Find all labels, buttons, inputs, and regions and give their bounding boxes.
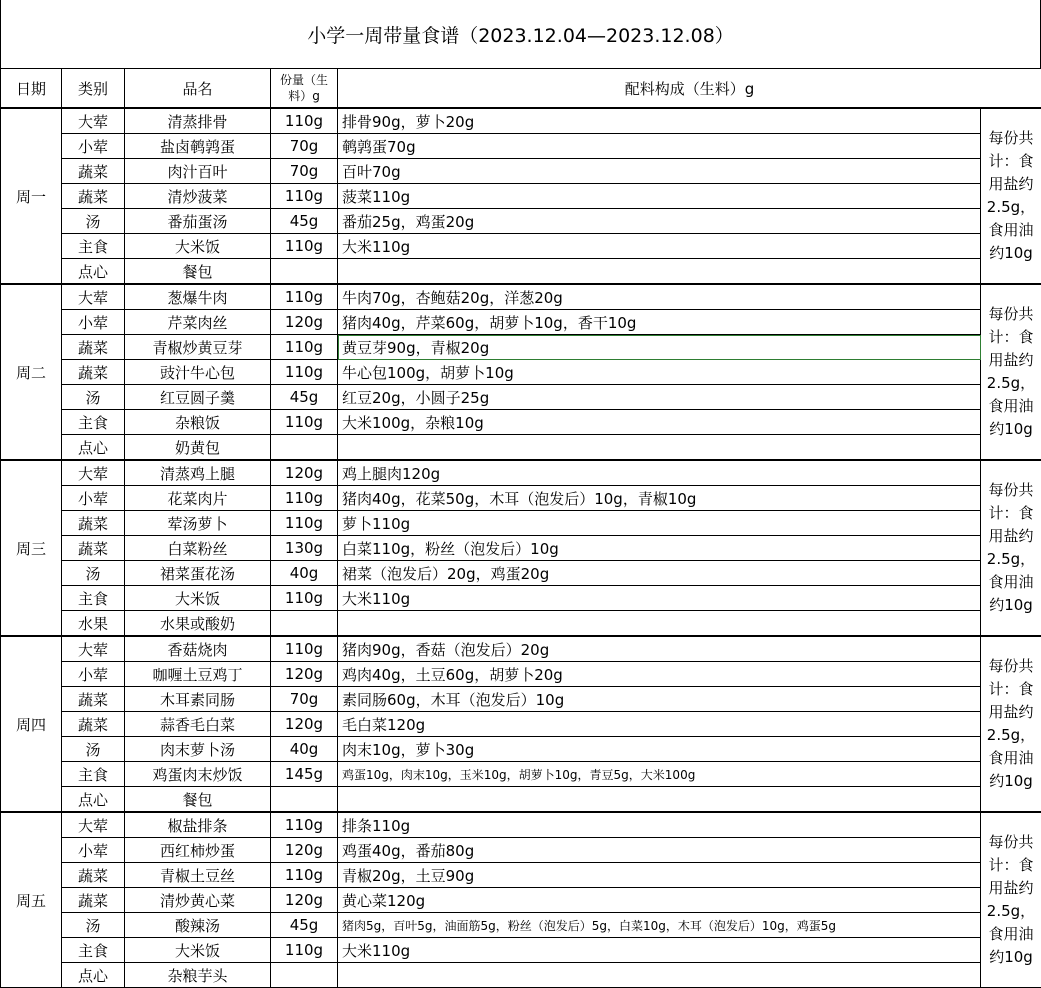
dish-cell: 白菜粉丝 xyxy=(125,536,271,561)
table-row xyxy=(1,586,1041,611)
day-label: 周三 xyxy=(1,460,62,636)
table-row xyxy=(1,762,1041,787)
qty-cell xyxy=(271,611,338,637)
category-cell: 蔬菜 xyxy=(62,536,125,561)
dish-cell: 木耳素同肠 xyxy=(125,687,271,712)
table-row xyxy=(1,310,1041,335)
menu-table xyxy=(0,68,1041,988)
dish-cell: 清炒黄心菜 xyxy=(125,888,271,913)
ingredients-cell: 红豆20g，小圆子25g xyxy=(338,385,981,410)
ingredients-cell: 牛肉70g，杏鲍菇20g，洋葱20g xyxy=(338,284,981,310)
table-row xyxy=(1,611,1041,637)
dish-cell: 芹菜肉丝 xyxy=(125,310,271,335)
ingredients-cell: 鸡蛋40g，番茄80g xyxy=(338,838,981,863)
dish-cell: 清蒸排骨 xyxy=(125,108,271,134)
table-row xyxy=(1,284,1041,310)
qty-cell: 110g xyxy=(271,636,338,662)
dish-cell: 红豆圆子羹 xyxy=(125,385,271,410)
category-cell: 大荤 xyxy=(62,460,125,486)
category-cell: 汤 xyxy=(62,209,125,234)
dish-cell: 荤汤萝卜 xyxy=(125,511,271,536)
qty-cell: 110g xyxy=(271,812,338,838)
category-cell: 蔬菜 xyxy=(62,360,125,385)
qty-cell: 110g xyxy=(271,586,338,611)
dish-cell: 番茄蛋汤 xyxy=(125,209,271,234)
ingredients-cell xyxy=(338,787,981,813)
ingredients-cell xyxy=(338,435,981,461)
category-cell: 蔬菜 xyxy=(62,511,125,536)
dish-cell: 杂粮饭 xyxy=(125,410,271,435)
dish-cell: 清蒸鸡上腿 xyxy=(125,460,271,486)
header-category: 类别 xyxy=(62,69,125,109)
table-row xyxy=(1,234,1041,259)
qty-cell: 120g xyxy=(271,888,338,913)
ingredients-cell: 黄心菜120g xyxy=(338,888,981,913)
dish-cell: 葱爆牛肉 xyxy=(125,284,271,310)
table-row xyxy=(1,888,1041,913)
dish-cell: 香菇烧肉 xyxy=(125,636,271,662)
qty-cell xyxy=(271,963,338,988)
qty-cell: 110g xyxy=(271,234,338,259)
qty-cell: 70g xyxy=(271,687,338,712)
category-cell: 小荤 xyxy=(62,486,125,511)
category-cell: 主食 xyxy=(62,410,125,435)
dish-cell: 大米饭 xyxy=(125,938,271,963)
table-row xyxy=(1,410,1041,435)
qty-cell: 145g xyxy=(271,762,338,787)
category-cell: 蔬菜 xyxy=(62,863,125,888)
category-cell: 主食 xyxy=(62,586,125,611)
table-row xyxy=(1,435,1041,461)
day-label: 周五 xyxy=(1,812,62,988)
table-row xyxy=(1,134,1041,159)
dish-cell: 肉末萝卜汤 xyxy=(125,737,271,762)
table-row xyxy=(1,687,1041,712)
ingredients-cell: 鸡肉40g，土豆60g，胡萝卜20g xyxy=(338,662,981,687)
table-row xyxy=(1,662,1041,687)
ingredients-cell: 猪肉40g，芹菜60g，胡萝卜10g，香干10g xyxy=(338,310,981,335)
category-cell: 大荤 xyxy=(62,284,125,310)
dish-cell: 杂粮芋头 xyxy=(125,963,271,988)
day-label: 周四 xyxy=(1,636,62,812)
table-row xyxy=(1,787,1041,813)
header-dish: 品名 xyxy=(125,69,271,109)
qty-cell: 120g xyxy=(271,838,338,863)
qty-cell: 110g xyxy=(271,486,338,511)
dish-cell: 盐卤鹌鹑蛋 xyxy=(125,134,271,159)
ingredients-cell: 黄豆芽90g，青椒20g xyxy=(338,335,981,360)
qty-cell: 40g xyxy=(271,737,338,762)
table-row xyxy=(1,159,1041,184)
table-row xyxy=(1,259,1041,285)
qty-cell: 110g xyxy=(271,360,338,385)
table-row xyxy=(1,838,1041,863)
ingredients-cell xyxy=(338,259,981,285)
dish-cell: 水果或酸奶 xyxy=(125,611,271,637)
ingredients-cell: 鹌鹑蛋70g xyxy=(338,134,981,159)
qty-cell: 120g xyxy=(271,662,338,687)
dish-cell: 西红柿炒蛋 xyxy=(125,838,271,863)
ingredients-cell: 大米110g xyxy=(338,586,981,611)
qty-cell: 45g xyxy=(271,913,338,938)
dish-cell: 餐包 xyxy=(125,259,271,285)
category-cell: 点心 xyxy=(62,963,125,988)
table-row xyxy=(1,486,1041,511)
header-ingredients: 配料构成（生料）g xyxy=(338,69,1041,109)
ingredients-cell: 鸡蛋10g，肉末10g，玉米10g，胡萝卜10g，青豆5g，大米100g xyxy=(338,762,981,787)
category-cell: 蔬菜 xyxy=(62,335,125,360)
ingredients-cell: 青椒20g，土豆90g xyxy=(338,863,981,888)
ingredients-cell: 萝卜110g xyxy=(338,511,981,536)
category-cell: 水果 xyxy=(62,611,125,637)
page-title: 小学一周带量食谱（2023.12.04—2023.12.08） xyxy=(0,0,1041,68)
qty-cell: 110g xyxy=(271,184,338,209)
qty-cell xyxy=(271,787,338,813)
qty-cell: 130g xyxy=(271,536,338,561)
dish-cell: 肉汁百叶 xyxy=(125,159,271,184)
ingredients-cell: 肉末10g，萝卜30g xyxy=(338,737,981,762)
qty-cell: 40g xyxy=(271,561,338,586)
ingredients-cell: 大米110g xyxy=(338,234,981,259)
ingredients-cell: 牛心包100g，胡萝卜10g xyxy=(338,360,981,385)
category-cell: 汤 xyxy=(62,385,125,410)
table-row xyxy=(1,737,1041,762)
category-cell: 主食 xyxy=(62,762,125,787)
ingredients-cell: 裙菜（泡发后）20g，鸡蛋20g xyxy=(338,561,981,586)
table-row xyxy=(1,938,1041,963)
qty-cell: 70g xyxy=(271,134,338,159)
dish-cell: 裙菜蛋花汤 xyxy=(125,561,271,586)
category-cell: 小荤 xyxy=(62,134,125,159)
category-cell: 点心 xyxy=(62,435,125,461)
ingredients-cell: 大米100g，杂粮10g xyxy=(338,410,981,435)
dish-cell: 鸡蛋肉末炒饭 xyxy=(125,762,271,787)
qty-cell: 110g xyxy=(271,410,338,435)
table-row xyxy=(1,460,1041,486)
ingredients-cell: 排骨90g，萝卜20g xyxy=(338,108,981,134)
qty-cell: 120g xyxy=(271,460,338,486)
category-cell: 汤 xyxy=(62,561,125,586)
qty-cell xyxy=(271,435,338,461)
ingredients-cell: 猪肉90g，香菇（泡发后）20g xyxy=(338,636,981,662)
qty-cell: 110g xyxy=(271,863,338,888)
dish-cell: 清炒菠菜 xyxy=(125,184,271,209)
category-cell: 汤 xyxy=(62,737,125,762)
ingredients-cell: 猪肉5g，百叶5g，油面筋5g，粉丝（泡发后）5g，白菜10g，木耳（泡发后）10g，鸡蛋5g xyxy=(338,913,981,938)
category-cell: 大荤 xyxy=(62,812,125,838)
table-row xyxy=(1,963,1041,988)
salt-oil-note: 每份共计：食用盐约2.5g，食用油约10g xyxy=(981,636,1041,812)
table-row xyxy=(1,335,1041,360)
category-cell: 点心 xyxy=(62,259,125,285)
table-row xyxy=(1,385,1041,410)
category-cell: 蔬菜 xyxy=(62,687,125,712)
ingredients-cell: 排条110g xyxy=(338,812,981,838)
qty-cell: 110g xyxy=(271,335,338,360)
header-qty: 份量（生料）g xyxy=(271,69,338,109)
dish-cell: 大米饭 xyxy=(125,234,271,259)
category-cell: 蔬菜 xyxy=(62,888,125,913)
day-label: 周二 xyxy=(1,284,62,460)
category-cell: 小荤 xyxy=(62,662,125,687)
table-row xyxy=(1,511,1041,536)
dish-cell: 蒜香毛白菜 xyxy=(125,712,271,737)
category-cell: 蔬菜 xyxy=(62,184,125,209)
salt-oil-note: 每份共计：食用盐约2.5g，食用油约10g xyxy=(981,460,1041,636)
day-label: 周一 xyxy=(1,108,62,284)
salt-oil-note: 每份共计：食用盐约2.5g，食用油约10g xyxy=(981,108,1041,284)
qty-cell: 120g xyxy=(271,712,338,737)
table-row xyxy=(1,812,1041,838)
qty-cell: 120g xyxy=(271,310,338,335)
table-row xyxy=(1,561,1041,586)
qty-cell: 110g xyxy=(271,108,338,134)
header-date: 日期 xyxy=(1,69,62,109)
dish-cell: 奶黄包 xyxy=(125,435,271,461)
dish-cell: 椒盐排条 xyxy=(125,812,271,838)
table-row xyxy=(1,184,1041,209)
qty-cell xyxy=(271,259,338,285)
header-row xyxy=(1,69,1041,109)
salt-oil-note: 每份共计：食用盐约2.5g，食用油约10g xyxy=(981,812,1041,988)
dish-cell: 酸辣汤 xyxy=(125,913,271,938)
ingredients-cell: 素同肠60g，木耳（泡发后）10g xyxy=(338,687,981,712)
ingredients-cell xyxy=(338,611,981,637)
category-cell: 汤 xyxy=(62,913,125,938)
dish-cell: 豉汁牛心包 xyxy=(125,360,271,385)
table-row xyxy=(1,360,1041,385)
ingredients-cell: 鸡上腿肉120g xyxy=(338,460,981,486)
table-row xyxy=(1,712,1041,737)
category-cell: 小荤 xyxy=(62,838,125,863)
category-cell: 主食 xyxy=(62,234,125,259)
category-cell: 大荤 xyxy=(62,108,125,134)
table-row xyxy=(1,913,1041,938)
qty-cell: 45g xyxy=(271,385,338,410)
qty-cell: 110g xyxy=(271,938,338,963)
category-cell: 大荤 xyxy=(62,636,125,662)
table-row xyxy=(1,209,1041,234)
ingredients-cell: 毛白菜120g xyxy=(338,712,981,737)
ingredients-cell: 大米110g xyxy=(338,938,981,963)
qty-cell: 45g xyxy=(271,209,338,234)
dish-cell: 花菜肉片 xyxy=(125,486,271,511)
qty-cell: 110g xyxy=(271,284,338,310)
dish-cell: 咖喱土豆鸡丁 xyxy=(125,662,271,687)
ingredients-cell: 百叶70g xyxy=(338,159,981,184)
qty-cell: 70g xyxy=(271,159,338,184)
category-cell: 小荤 xyxy=(62,310,125,335)
dish-cell: 青椒炒黄豆芽 xyxy=(125,335,271,360)
table-row xyxy=(1,108,1041,134)
table-row xyxy=(1,636,1041,662)
ingredients-cell: 菠菜110g xyxy=(338,184,981,209)
dish-cell: 大米饭 xyxy=(125,586,271,611)
table-row xyxy=(1,536,1041,561)
dish-cell: 青椒土豆丝 xyxy=(125,863,271,888)
ingredients-cell: 猪肉40g，花菜50g，木耳（泡发后）10g，青椒10g xyxy=(338,486,981,511)
ingredients-cell: 番茄25g，鸡蛋20g xyxy=(338,209,981,234)
salt-oil-note: 每份共计：食用盐约2.5g，食用油约10g xyxy=(981,284,1041,460)
menu-body xyxy=(1,108,1041,988)
table-row xyxy=(1,863,1041,888)
qty-cell: 110g xyxy=(271,511,338,536)
category-cell: 主食 xyxy=(62,938,125,963)
category-cell: 蔬菜 xyxy=(62,159,125,184)
ingredients-cell: 白菜110g，粉丝（泡发后）10g xyxy=(338,536,981,561)
ingredients-cell xyxy=(338,963,981,988)
category-cell: 点心 xyxy=(62,787,125,813)
dish-cell: 餐包 xyxy=(125,787,271,813)
category-cell: 蔬菜 xyxy=(62,712,125,737)
